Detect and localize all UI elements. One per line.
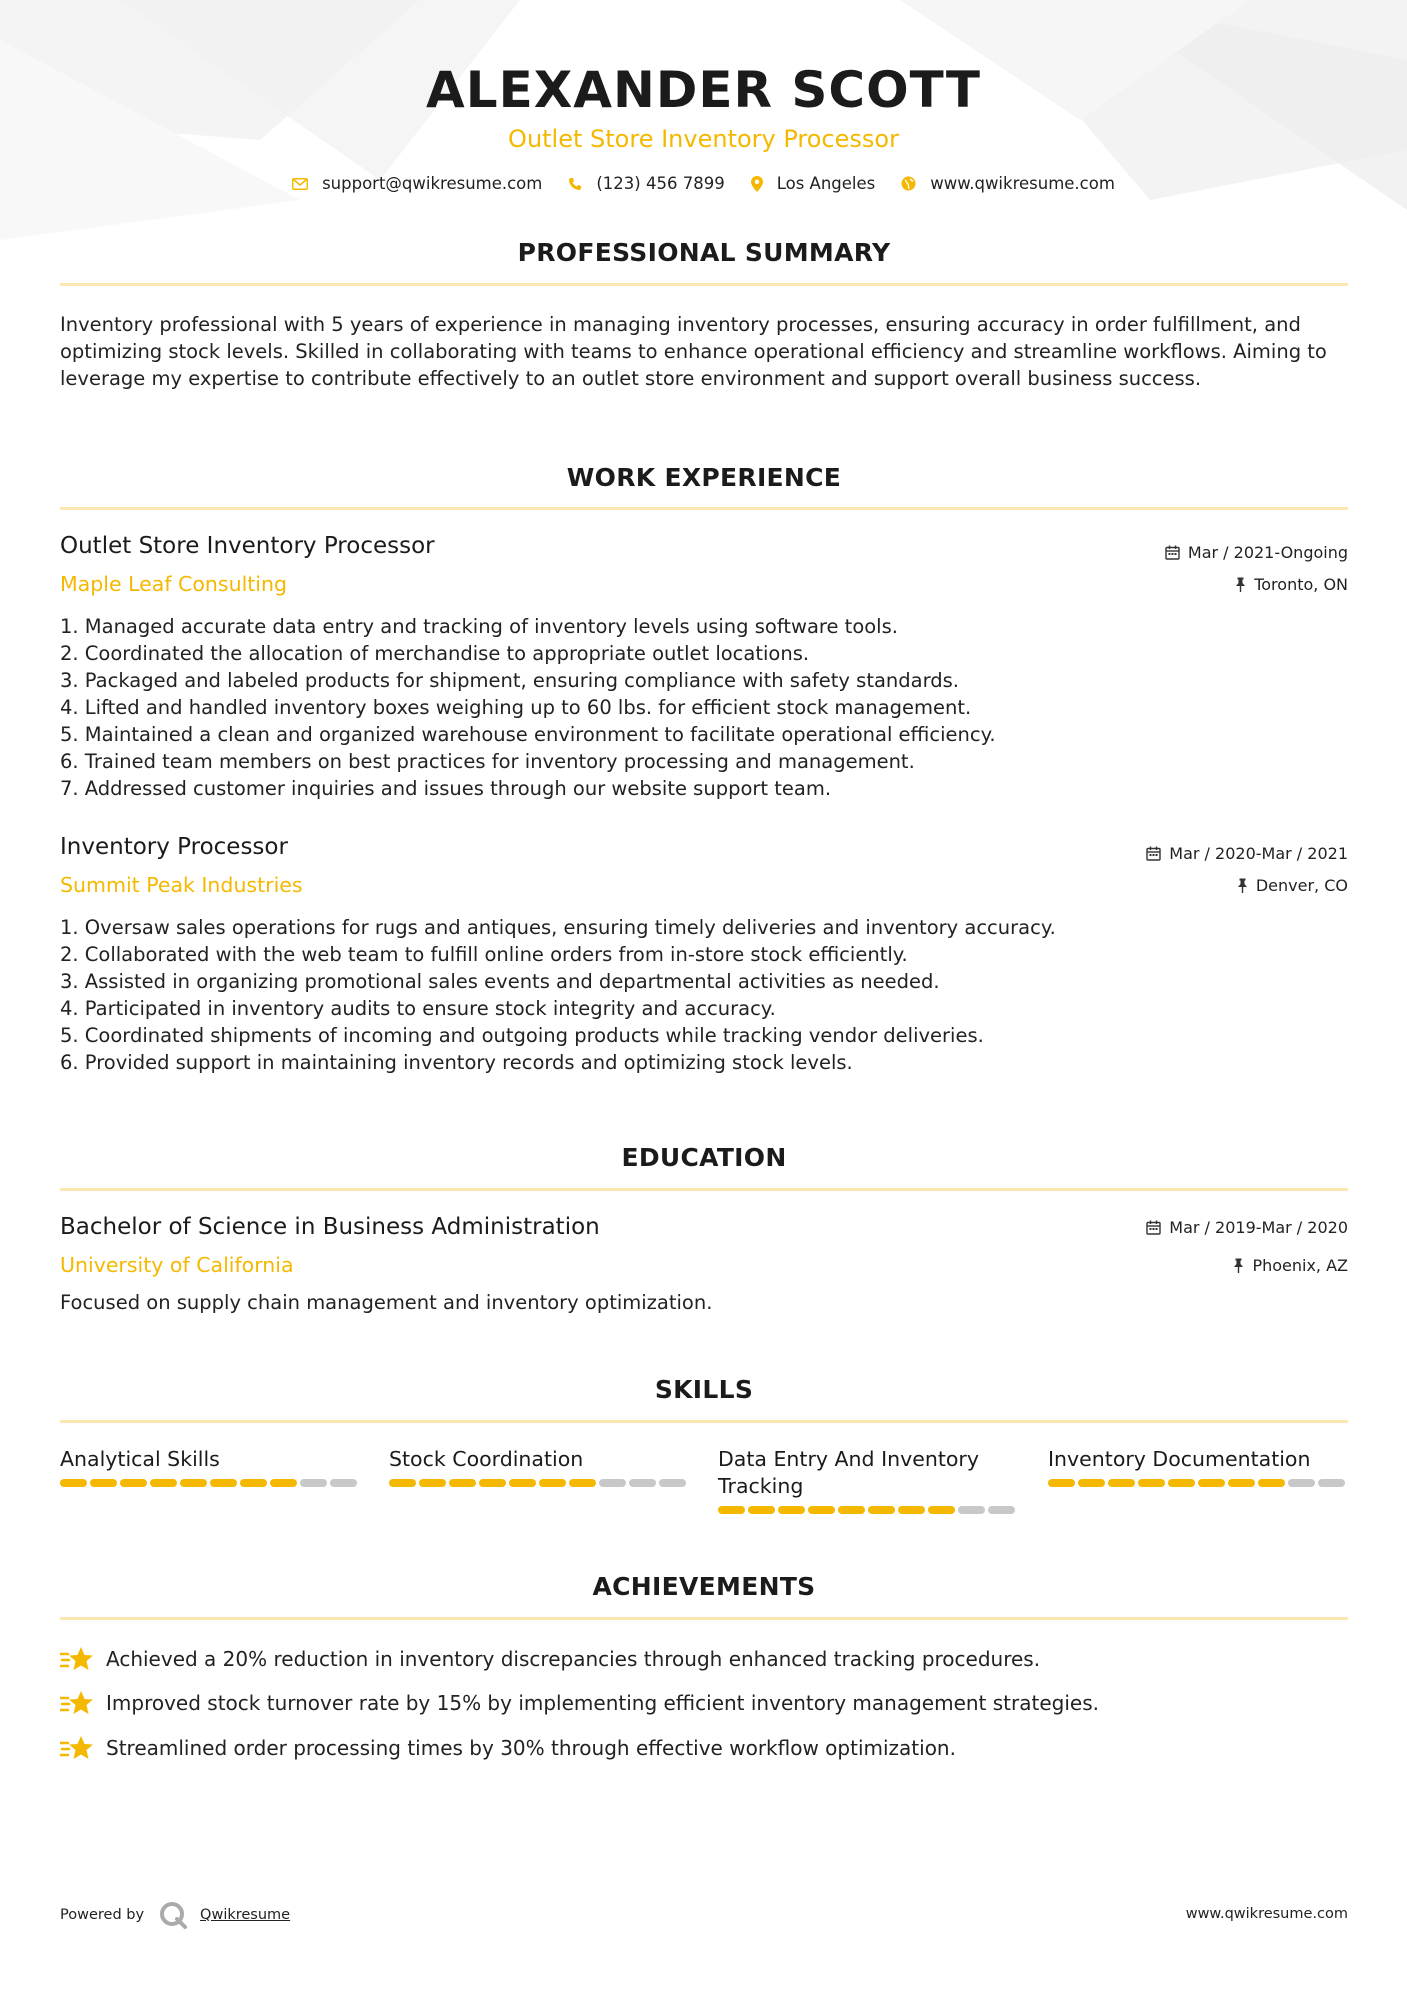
rating-dot-filled	[509, 1479, 536, 1487]
powered-by-label: Powered by	[60, 1907, 145, 1923]
globe-icon	[901, 176, 916, 191]
list-item: 4. Lifted and handled inventory boxes weighing up to 60 lbs. for efficient stock management.	[60, 696, 972, 719]
job-bullets	[60, 613, 1260, 802]
achievement-item	[60, 1734, 956, 1762]
rating-dot-filled	[1138, 1479, 1165, 1487]
section-title-summary: PROFESSIONAL SUMMARY	[517, 238, 891, 267]
rating-dot-filled	[1108, 1479, 1135, 1487]
section-divider	[60, 283, 1348, 286]
map-marker-icon	[751, 176, 763, 192]
rating-dot-empty	[659, 1479, 686, 1487]
list-item: 6. Trained team members on best practices for inventory processing and management.	[60, 750, 915, 773]
list-item: 3. Packaged and labeled products for shipment, ensuring compliance with safety standards.	[60, 669, 960, 692]
skill-name: Stock Coordination	[389, 1447, 584, 1471]
achievement-text: Achieved a 20% reduction in inventory discrepancies through enhanced tracking procedures.	[106, 1647, 1041, 1671]
qwikresume-logo-icon	[158, 1900, 188, 1930]
rating-dot-empty	[1318, 1479, 1345, 1487]
contact-row	[0, 174, 1407, 193]
education-dates-text: Mar / 2019-Mar / 2020	[1169, 1218, 1348, 1237]
list-item: 1. Oversaw sales operations for rugs and antiques, ensuring timely deliveries and inventory accuracy.	[60, 916, 1056, 939]
rating-dot-filled	[1048, 1479, 1075, 1487]
rating-dot-filled	[240, 1479, 267, 1487]
calendar-icon	[1146, 846, 1161, 861]
list-item: 6. Provided support in maintaining inventory records and optimizing stock levels.	[60, 1051, 853, 1074]
rating-dot-filled	[210, 1479, 237, 1487]
section-divider	[60, 1188, 1348, 1191]
rating-dot-filled	[60, 1479, 87, 1487]
rating-dot-filled	[1228, 1479, 1255, 1487]
candidate-name: ALEXANDER SCOTT	[426, 61, 981, 119]
achievement-item	[60, 1645, 1040, 1673]
contact-location	[751, 174, 876, 193]
candidate-role: Outlet Store Inventory Processor	[508, 125, 899, 153]
qwikresume-link[interactable]: Qwikresume	[200, 1907, 291, 1923]
skill-item	[60, 1446, 360, 1487]
rating-dot-filled	[898, 1506, 925, 1514]
pin-icon	[1237, 878, 1248, 893]
phone-icon	[568, 177, 582, 191]
calendar-icon	[1165, 545, 1180, 560]
contact-email[interactable]	[292, 174, 542, 193]
section-title-education: EDUCATION	[621, 1143, 787, 1172]
list-item: 5. Coordinated shipments of incoming and outgoing products while tracking vendor deliveries.	[60, 1024, 984, 1047]
education-location	[1233, 1256, 1348, 1275]
job-dates-text: Mar / 2020-Mar / 2021	[1169, 844, 1348, 863]
skill-item	[1048, 1446, 1348, 1487]
star-icon	[60, 1689, 94, 1717]
rating-dot-filled	[1198, 1479, 1225, 1487]
rating-dot-filled	[150, 1479, 177, 1487]
rating-dot-filled	[569, 1479, 596, 1487]
star-icon	[60, 1645, 94, 1673]
education-location-text: Phoenix, AZ	[1252, 1256, 1348, 1275]
rating-dot-empty	[988, 1506, 1015, 1514]
job-dates-text: Mar / 2021-Ongoing	[1187, 543, 1348, 562]
rating-dot-filled	[838, 1506, 865, 1514]
list-item: 7. Addressed customer inquiries and issues through our website support team.	[60, 777, 832, 800]
footer-powered-by	[60, 1900, 290, 1930]
rating-dot-filled	[928, 1506, 955, 1514]
contact-website[interactable]	[901, 174, 1115, 193]
achievement-text: Improved stock turnover rate by 15% by implementing efficient inventory management strategies.	[106, 1691, 1099, 1715]
job-location-text: Denver, CO	[1255, 876, 1348, 895]
skill-name: Data Entry And Inventory Tracking	[718, 1447, 979, 1498]
section-divider	[60, 507, 1348, 510]
rating-dot-empty	[300, 1479, 327, 1487]
pin-icon	[1235, 577, 1246, 592]
section-title-achievements: ACHIEVEMENTS	[592, 1572, 816, 1601]
rating-dot-filled	[868, 1506, 895, 1514]
rating-dot-filled	[718, 1506, 745, 1514]
school-name: University of California	[60, 1253, 294, 1277]
footer-website[interactable]: www.qwikresume.com	[1185, 1906, 1348, 1922]
rating-dot-filled	[539, 1479, 566, 1487]
rating-dot-empty	[629, 1479, 656, 1487]
rating-dot-empty	[958, 1506, 985, 1514]
rating-dot-filled	[748, 1506, 775, 1514]
location-text: Los Angeles	[776, 174, 876, 193]
list-item: 4. Participated in inventory audits to ensure stock integrity and accuracy.	[60, 997, 776, 1020]
list-item: 5. Maintained a clean and organized warehouse environment to facilitate operational efficiency.	[60, 723, 996, 746]
rating-dot-filled	[449, 1479, 476, 1487]
rating-dot-filled	[1078, 1479, 1105, 1487]
job-dates	[1165, 543, 1348, 562]
list-item: 3. Assisted in organizing promotional sales events and departmental activities as needed.	[60, 970, 940, 993]
job-dates	[1146, 844, 1348, 863]
job-location	[1237, 876, 1348, 895]
achievement-item	[60, 1689, 1099, 1717]
phone-text: (123) 456 7899	[596, 174, 725, 193]
rating-dot-empty	[330, 1479, 357, 1487]
job-location	[1235, 575, 1348, 594]
education-description: Focused on supply chain management and inventory optimization.	[60, 1291, 713, 1314]
rating-dot-filled	[180, 1479, 207, 1487]
job-title: Outlet Store Inventory Processor	[60, 533, 435, 559]
skill-rating	[1048, 1479, 1348, 1487]
rating-dot-empty	[599, 1479, 626, 1487]
star-icon	[60, 1734, 94, 1762]
rating-dot-filled	[778, 1506, 805, 1514]
rating-dot-filled	[479, 1479, 506, 1487]
summary-text: Inventory professional with 5 years of experience in managing inventory processes, ensuring accuracy in order fulfillment, and optimizing stock levels. Skilled in collaborating with teams to enhance operational efficiency and streamline workflows. Aiming to leverage my expertise to contribute effectively to an outlet store environment and support overall business success.	[60, 313, 1327, 390]
job-company: Summit Peak Industries	[60, 873, 303, 897]
section-title-skills: SKILLS	[654, 1375, 754, 1404]
job-company: Maple Leaf Consulting	[60, 572, 288, 596]
contact-phone[interactable]	[568, 174, 724, 193]
rating-dot-filled	[1168, 1479, 1195, 1487]
job-location-text: Toronto, ON	[1254, 575, 1348, 594]
section-title-experience: WORK EXPERIENCE	[566, 463, 842, 492]
section-divider	[60, 1617, 1348, 1620]
list-item: 2. Coordinated the allocation of merchandise to appropriate outlet locations.	[60, 642, 810, 665]
skill-rating	[718, 1506, 1018, 1514]
skill-rating	[389, 1479, 689, 1487]
list-item: 1. Managed accurate data entry and tracking of inventory levels using software tools.	[60, 615, 898, 638]
rating-dot-filled	[389, 1479, 416, 1487]
skill-item	[718, 1446, 1018, 1514]
email-text: support@qwikresume.com	[322, 174, 543, 193]
resume-header	[0, 58, 1407, 193]
skill-name: Analytical Skills	[60, 1447, 220, 1471]
job-bullets	[60, 914, 1260, 1076]
section-divider	[60, 1420, 1348, 1423]
rating-dot-filled	[120, 1479, 147, 1487]
rating-dot-filled	[90, 1479, 117, 1487]
rating-dot-filled	[419, 1479, 446, 1487]
degree-title: Bachelor of Science in Business Administration	[60, 1214, 600, 1240]
envelope-icon	[292, 178, 308, 190]
achievement-text: Streamlined order processing times by 30% through effective workflow optimization.	[106, 1736, 956, 1760]
skill-name: Inventory Documentation	[1048, 1447, 1311, 1471]
rating-dot-filled	[1258, 1479, 1285, 1487]
rating-dot-empty	[1288, 1479, 1315, 1487]
skill-item	[389, 1446, 689, 1487]
pin-icon	[1233, 1258, 1244, 1273]
calendar-icon	[1146, 1220, 1161, 1235]
rating-dot-filled	[270, 1479, 297, 1487]
rating-dot-filled	[808, 1506, 835, 1514]
job-title: Inventory Processor	[60, 834, 288, 860]
education-dates	[1146, 1218, 1348, 1237]
skill-rating	[60, 1479, 360, 1487]
website-text: www.qwikresume.com	[930, 174, 1115, 193]
list-item: 2. Collaborated with the web team to fulfill online orders from in-store stock efficiently.	[60, 943, 908, 966]
